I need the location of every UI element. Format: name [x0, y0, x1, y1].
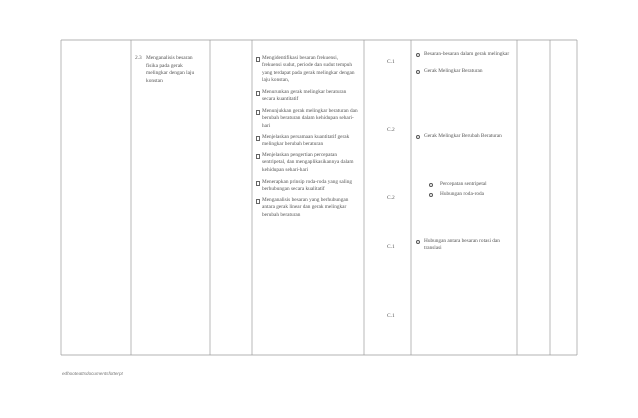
- materi-item: Gerak Melingkar Beraturan: [424, 68, 483, 74]
- footer-text: edhooteattsdocumentsfotterpt: [62, 371, 123, 376]
- aspek-value: C.1: [387, 313, 395, 319]
- materi-item: Besaran-besaran dalam gerak melingkar: [424, 51, 510, 57]
- aspek-value: C.1: [387, 244, 395, 250]
- bullet-icon: [416, 135, 420, 139]
- kd-text: Menganalisis besaran fisika pada gerak melingkar dengan laju konstan: [146, 55, 195, 84]
- aspek-value: C.1: [387, 59, 395, 65]
- aspek-value: C.2: [387, 195, 395, 201]
- bullet-icon: [429, 193, 433, 197]
- materi-item: Gerak Melingkar Berubah Beraturan: [424, 133, 502, 139]
- indikator-item: Menurunkan gerak melingkar beraturan secara kuantitatif: [262, 89, 347, 103]
- kd-number: 2.3: [135, 55, 142, 61]
- indikator-item: Menjelaskan pengertian percepatan sentripetal, dan mengaplikasikannya dalam kehidupan sehari-hari: [262, 152, 354, 173]
- indikator-item: Menerapkan prinsip roda-roda yang saling berhubungan secara kualitatif: [262, 179, 353, 193]
- checkbox-icon: [256, 91, 260, 96]
- materi-item: Hubungan antara besaran rotasi dan translasi: [424, 238, 500, 252]
- checkbox-icon: [256, 57, 260, 62]
- bullet-icon: [416, 70, 420, 74]
- bullet-icon: [429, 183, 433, 187]
- indikator-item: Menunjukkan gerak melingkar beraturan dan berubah beraturan dalam kehidupan sehari-hari: [262, 108, 358, 129]
- checkbox-icon: [256, 136, 260, 141]
- checkbox-icon: [256, 181, 260, 186]
- checkbox-icon: [256, 199, 260, 204]
- bullet-icon: [416, 240, 420, 244]
- indikator-item: Menjelaskan persamaan kuantitatif gerak melingkar berubah beraturan: [262, 134, 350, 148]
- aspek-value: C.2: [387, 127, 395, 133]
- indikator-item: Mengidentifikasi besaran frekuensi, frekuensi sudut, periode dan sudut tempuh yang terdapat pada gerak melingkar dengan laju konstan,: [262, 55, 355, 84]
- materi-subitem: Hubungan roda-roda: [440, 191, 484, 197]
- materi-subitem: Percepatan sentripetal: [440, 181, 487, 187]
- checkbox-icon: [256, 110, 260, 115]
- bullet-icon: [416, 53, 420, 57]
- checkbox-icon: [256, 154, 260, 159]
- indikator-item: Menganalisis besaran yang berhubungan antara gerak linear dan gerak melingkar berubah beraturan: [262, 197, 349, 218]
